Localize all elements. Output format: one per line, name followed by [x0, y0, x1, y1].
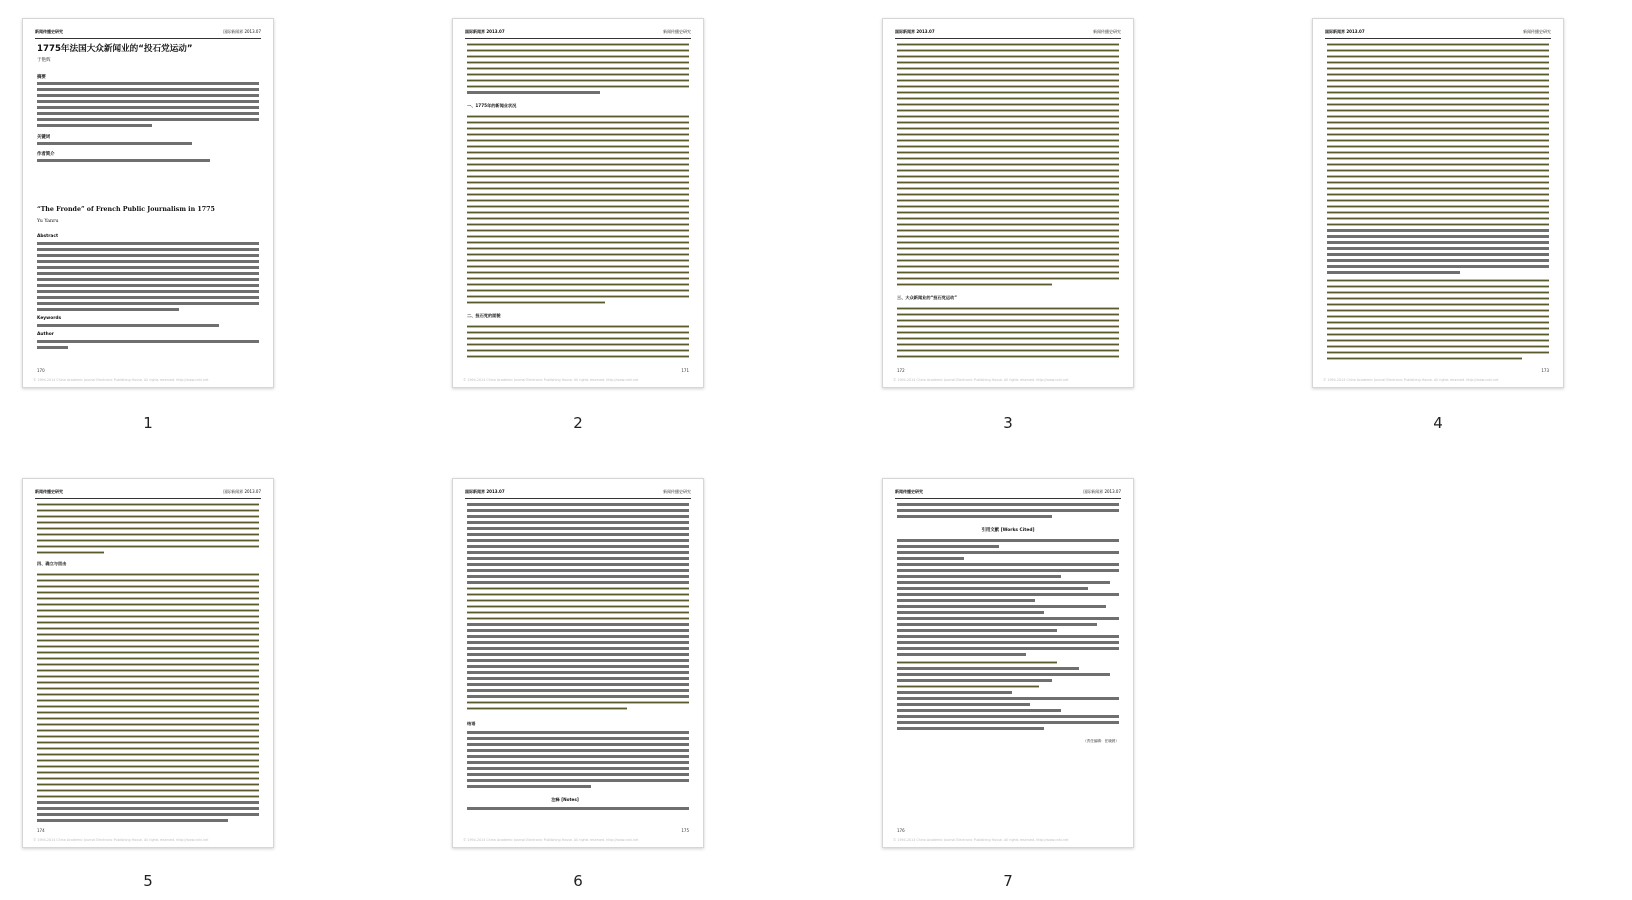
english-keywords-text: [37, 324, 259, 330]
english-abstract-label: Abstract: [37, 234, 59, 239]
section-heading: 一、1775年的新闻业状况: [467, 103, 517, 108]
page-label-4: 4: [1433, 414, 1443, 432]
page-thumbnail-7[interactable]: [882, 478, 1134, 848]
page-thumbnail-1[interactable]: [22, 18, 274, 388]
page-label-5: 5: [143, 872, 153, 890]
copyright-footer: © 1994-2014 China Academic Journal Electronic Publishing House. All rights reserved. http://www.cnki.net: [33, 378, 209, 382]
header-left: 新闻传播史研究: [895, 489, 923, 494]
page-text: [37, 503, 259, 823]
conclusion-heading: 结语: [467, 721, 476, 726]
page-header: [465, 489, 691, 499]
english-author: Yu Yanru: [37, 219, 59, 224]
article-author: 于艳辉: [37, 58, 51, 63]
header-left: 新闻传播史研究: [35, 489, 63, 494]
copyright-footer: © 1994-2014 China Academic Journal Electronic Publishing House. All rights reserved. http://www.cnki.net: [893, 838, 1069, 842]
english-author-text: [37, 340, 259, 352]
page-label-1: 1: [143, 414, 153, 432]
header-right: 新闻传播史研究: [663, 489, 691, 494]
copyright-footer: © 1994-2014 China Academic Journal Electronic Publishing House. All rights reserved. http://www.cnki.net: [463, 378, 639, 382]
header-left: 国际新闻界 2013.07: [1325, 29, 1365, 34]
header-right: 国际新闻界 2013.07: [1083, 489, 1121, 494]
page-thumbnail-6[interactable]: [452, 478, 704, 848]
page-number: 171: [681, 368, 689, 373]
page-number: 172: [897, 368, 905, 373]
page-header: [895, 29, 1121, 39]
page-text: [1327, 43, 1549, 363]
header-left: 国际新闻界 2013.07: [465, 29, 505, 34]
page-label-7: 7: [1003, 872, 1013, 890]
page-number: 170: [37, 368, 45, 373]
abstract-text: [37, 82, 259, 142]
page-header: [35, 489, 261, 499]
responsible-editor: （责任编辑：任晓晨）: [1083, 739, 1119, 743]
header-left: 国际新闻界 2013.07: [465, 489, 505, 494]
page-thumbnail-3[interactable]: [882, 18, 1134, 388]
page-text: [467, 503, 689, 823]
page-text: [897, 503, 1119, 823]
section-heading: 四、确立与回击: [37, 561, 67, 566]
header-right: 新闻传播史研究: [1093, 29, 1121, 34]
page-number: 175: [681, 828, 689, 833]
english-abstract-text: [37, 242, 259, 322]
copyright-footer: © 1994-2014 China Academic Journal Electronic Publishing House. All rights reserved. http://www.cnki.net: [1323, 378, 1499, 382]
english-title: “The Fronde” of French Public Journalism in 1775: [37, 206, 215, 213]
page-thumbnail-2[interactable]: [452, 18, 704, 388]
header-left: 国际新闻界 2013.07: [895, 29, 935, 34]
english-author-label: Author: [37, 332, 54, 337]
header-right: 新闻传播史研究: [663, 29, 691, 34]
header-right: 新闻传播史研究: [1523, 29, 1551, 34]
copyright-footer: © 1994-2014 China Academic Journal Electronic Publishing House. All rights reserved. http://www.cnki.net: [893, 378, 1069, 382]
page-header: [895, 489, 1121, 499]
page-number: 173: [1541, 368, 1549, 373]
author-info-text: [37, 159, 259, 165]
page-label-2: 2: [573, 414, 583, 432]
notes-heading: 注释 [Notes]: [551, 797, 579, 802]
page-text: [467, 43, 689, 363]
page-number: 176: [897, 828, 905, 833]
page-thumbnail-4[interactable]: [1312, 18, 1564, 388]
article-title: 1775年法国大众新闻业的“投石党运动”: [37, 44, 193, 54]
page-thumbnail-5[interactable]: [22, 478, 274, 848]
page-label-3: 3: [1003, 414, 1013, 432]
page-label-6: 6: [573, 872, 583, 890]
english-keywords-label: Keywords: [37, 316, 62, 321]
copyright-footer: © 1994-2014 China Academic Journal Electronic Publishing House. All rights reserved. http://www.cnki.net: [33, 838, 209, 842]
header-right: 国际新闻界 2013.07: [223, 489, 261, 494]
page-number: 174: [37, 828, 45, 833]
section-heading: 二、投石党的面貌: [467, 313, 501, 318]
page-text: [897, 43, 1119, 363]
page-header: [1325, 29, 1551, 39]
author-info-label: 作者简介: [37, 152, 55, 157]
page-header: [465, 29, 691, 39]
page-header: [35, 29, 261, 39]
keywords-label: 关键词: [37, 135, 51, 140]
works-cited-heading: 引用文献 [Works Cited]: [981, 528, 1035, 533]
keywords-text: [37, 142, 259, 148]
section-heading: 三、大众新闻业的“投石党运动”: [897, 295, 957, 300]
header-right: 国际新闻界 2013.07: [223, 29, 261, 34]
abstract-label: 摘要: [37, 75, 46, 80]
header-left: 新闻传播史研究: [35, 29, 63, 34]
copyright-footer: © 1994-2014 China Academic Journal Electronic Publishing House. All rights reserved. http://www.cnki.net: [463, 838, 639, 842]
